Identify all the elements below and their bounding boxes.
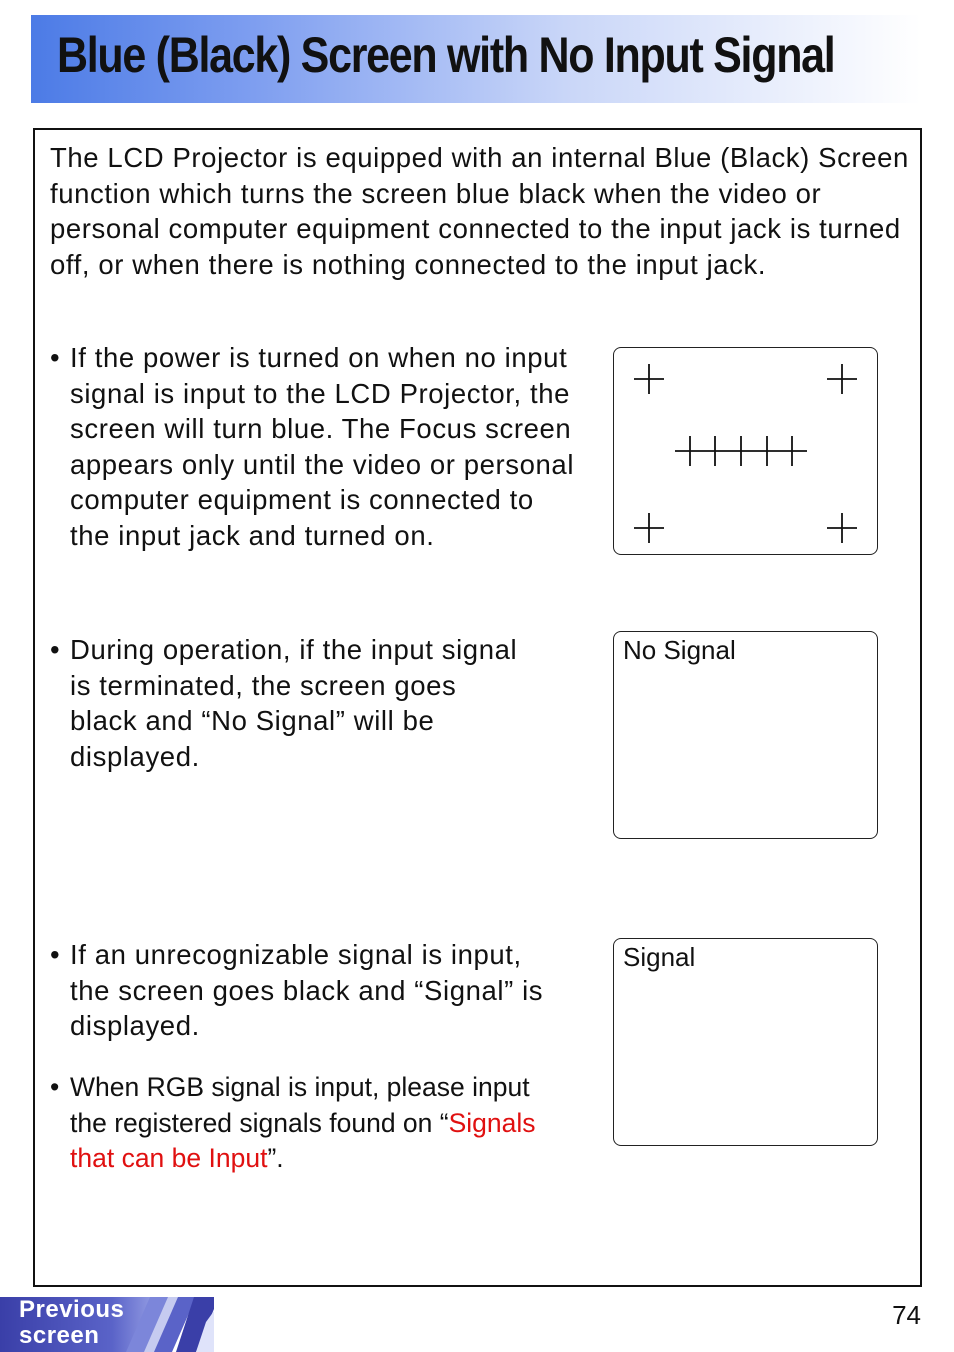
bullet-text: When RGB signal is input, please input the registered signals found on “ bbox=[70, 1072, 530, 1138]
bullet-marker: • bbox=[50, 342, 61, 373]
previous-screen-label[interactable] bbox=[19, 1297, 179, 1349]
page-header bbox=[31, 15, 921, 103]
page-title: Blue (Black) Screen with No Input Signal bbox=[57, 27, 835, 83]
bullet-marker: • bbox=[50, 939, 61, 970]
bullet-marker: • bbox=[50, 634, 61, 665]
bullet-unrecognized-signal bbox=[50, 937, 560, 1044]
intro-paragraph: The LCD Projector is equipped with an internal Blue (Black) Screen function which turns the screen blue black when the video or personal computer equipment connected to the input jack is turned off, or when there is nothing connected to the input jack. bbox=[50, 142, 909, 280]
bullet-no-signal bbox=[50, 632, 530, 774]
signal-screen-illustration bbox=[613, 938, 878, 1146]
bullet-text: If an unrecognizable signal is input, the screen goes black and “Signal” is displayed. bbox=[70, 939, 544, 1041]
bullet-marker: • bbox=[50, 1072, 60, 1102]
previous-label-line1: Previous bbox=[19, 1296, 125, 1323]
bullet-rgb-signal bbox=[50, 1070, 560, 1177]
signals-link[interactable]: Signals that can be Input bbox=[70, 1107, 536, 1173]
bullet-focus-screen bbox=[50, 340, 575, 553]
crosshair-icon bbox=[614, 348, 877, 554]
bullet-text: If the power is turned on when no input signal is input to the LCD Projector, the screen will turn blue. The Focus screen appears only until the video or personal computer equipment is connected to the input jack and turned on. bbox=[70, 342, 575, 551]
bullet-text: During operation, if the input signal is terminated, the screen goes black and “No Signal” will be displayed. bbox=[70, 634, 518, 772]
bullet-text-end: ”. bbox=[267, 1143, 284, 1173]
focus-screen-illustration bbox=[613, 347, 878, 555]
signal-label: Signal bbox=[623, 942, 696, 972]
no-signal-screen-illustration bbox=[613, 631, 878, 839]
page-number: 74 bbox=[892, 1300, 921, 1330]
previous-label-line2: screen bbox=[19, 1322, 100, 1349]
no-signal-label: No Signal bbox=[623, 635, 736, 665]
